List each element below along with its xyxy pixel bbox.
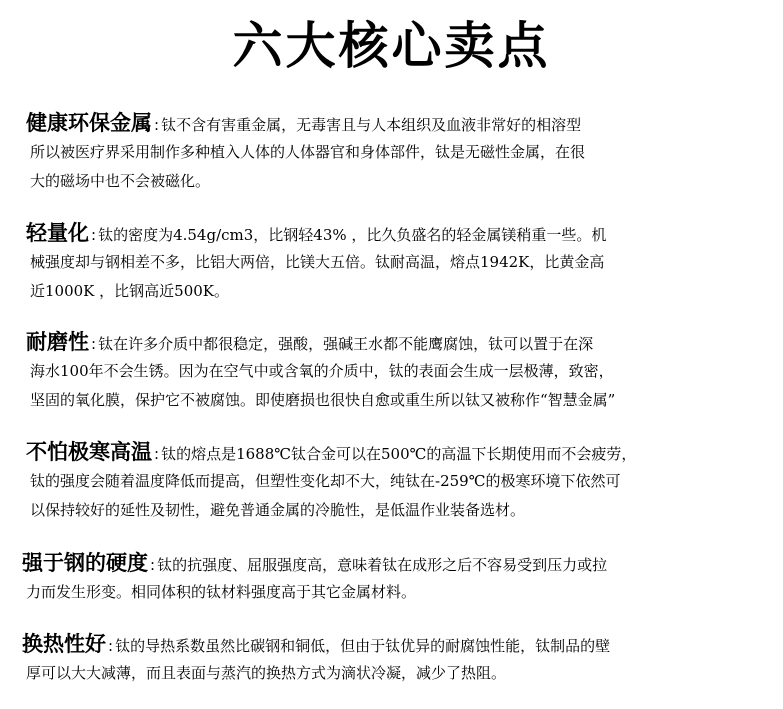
section-first-line: [20, 630, 760, 659]
section-text: 钛的抗强度、屈服强度高，意味着钛在成形之后不容易受到压力或拉: [157, 556, 608, 574]
heading-separator: :: [154, 116, 160, 134]
heading-separator: :: [150, 556, 156, 574]
section-text-line: 厚可以大大减薄，而且表面与蒸汽的换热方式为滴状冷凝，减少了热阻。: [26, 664, 507, 682]
section-hardness: [20, 549, 760, 607]
section-temperature: [24, 438, 764, 525]
section-heat-exchange: [20, 630, 760, 688]
page-title: 六大核心卖点: [232, 17, 551, 75]
section-lightweight: [24, 219, 764, 306]
section-heading: 轻量化: [26, 221, 89, 245]
section-text-line: 坚固的氧化膜，保护它不被腐蚀。即使磨损也很快自愈或重生所以钛又被称作“智慧金属”: [30, 391, 616, 409]
section-text: 钛的导热系数虽然比碳钢和铜低，但由于钛优异的耐腐蚀性能，钛制品的壁: [115, 637, 611, 655]
section-text-line: 械强度却与钢相差不多，比铝大两倍，比镁大五倍。钛耐高温，熔点1942K，比黄金高: [30, 253, 605, 271]
section-heading: 换热性好: [22, 632, 106, 656]
section-heading: 不怕极寒高温: [26, 440, 152, 464]
section-text-line: 力而发生形变。相同体积的钛材料强度高于其它金属材料。: [26, 583, 417, 601]
section-text-line: 所以被医疗界采用制作多种植入人体的人体器官和身体部件，钛是无磁性金属，在很: [30, 143, 586, 161]
section-first-line: [24, 109, 764, 138]
section-heading: 健康环保金属: [26, 111, 152, 135]
section-text-line: 近1000K ，比钢高近500K。: [30, 282, 229, 300]
section-text: 钛不含有害重金属，无毒害且与人本组织及血液非常好的相溶型: [161, 116, 582, 134]
section-health: [24, 109, 764, 196]
section-first-line: [24, 219, 764, 248]
heading-separator: :: [91, 226, 97, 244]
section-heading: 耐磨性: [26, 330, 89, 354]
section-text-line: 以保持较好的延性及韧性，避免普通金属的冷脆性，是低温作业装备选材。: [30, 501, 526, 519]
section-first-line: [24, 328, 764, 357]
section-text: 钛的熔点是1688℃钛合金可以在500℃的高温下长期使用而不会疲劳，: [161, 445, 637, 463]
heading-separator: :: [154, 445, 160, 463]
section-text-line: 大的磁场中也不会被磁化。: [30, 172, 211, 190]
section-text-line: 钛的强度会随着温度降低而提高，但塑性变化却不大，纯钛在-259℃的极寒环境下依然可: [30, 472, 621, 490]
section-text-line: 海水100年不会生锈。因为在空气中或含氧的介质中，钛的表面会生成一层极薄，致密，: [30, 362, 614, 380]
section-first-line: [20, 549, 760, 578]
section-text: 钛在许多介质中都很稳定，强酸，强碱王水都不能鹰腐蚀，钛可以置于在深: [98, 335, 594, 353]
heading-separator: :: [91, 335, 97, 353]
section-first-line: [24, 438, 764, 467]
section-wear-resistance: [24, 328, 764, 415]
section-heading: 强于钢的硬度: [22, 551, 148, 575]
heading-separator: :: [108, 637, 114, 655]
section-text: 钛的密度为4.54g/cm3，比钢轻43% ，比久负盛名的轻金属镁稍重一些。机: [98, 226, 607, 244]
